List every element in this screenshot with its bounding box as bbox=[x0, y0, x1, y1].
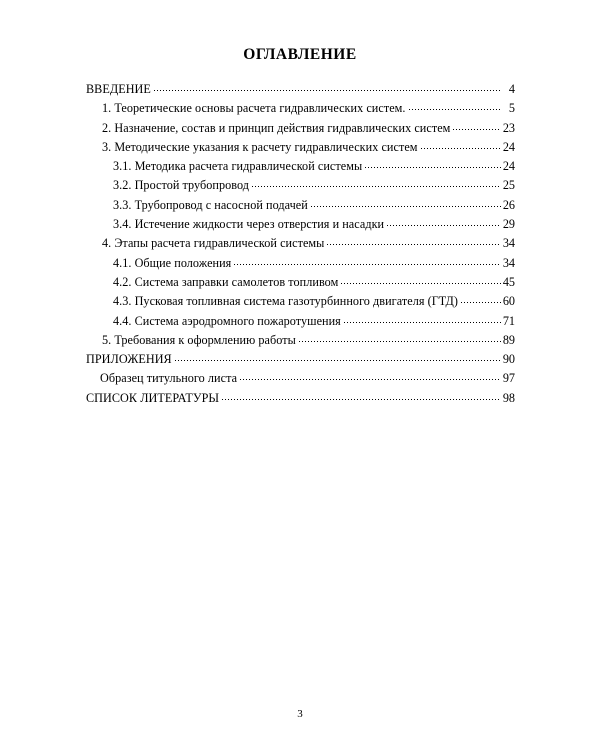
toc-entry-section-4-2[interactable] bbox=[86, 274, 515, 293]
toc-entry-label: ВВЕДЕНИЕ bbox=[86, 82, 151, 96]
toc-entry-section-3-1[interactable] bbox=[86, 158, 515, 177]
toc-entry-page: 89 bbox=[502, 332, 515, 347]
dot-leader bbox=[326, 234, 500, 246]
toc-entry-label: 3.3. Трубопровод с насосной подачей bbox=[113, 197, 308, 212]
dot-leader bbox=[153, 80, 501, 92]
toc-entry-label: ПРИЛОЖЕНИЯ bbox=[86, 352, 172, 367]
dot-leader bbox=[343, 312, 501, 324]
toc-entry-label: 4.4. Система аэродромного пожаротушения bbox=[113, 313, 341, 328]
dot-leader bbox=[233, 254, 500, 266]
toc-entry-page: 90 bbox=[502, 352, 515, 367]
table-of-contents bbox=[86, 81, 515, 409]
toc-entry-section-4-3[interactable] bbox=[86, 293, 515, 312]
toc-entry-label: 3.4. Истечение жидкости через отверстия и насадки bbox=[113, 217, 385, 232]
dot-leader bbox=[460, 292, 501, 304]
page-title: ОГЛАВЛЕНИЕ bbox=[243, 46, 357, 63]
toc-entry-references[interactable] bbox=[86, 390, 515, 409]
dot-leader bbox=[386, 215, 501, 227]
toc-entry-chapter-4[interactable] bbox=[86, 235, 515, 254]
toc-entry-label: 2. Назначение, состав и принцип действия гидравлических систем bbox=[102, 120, 451, 135]
toc-entry-page: 60 bbox=[502, 294, 515, 309]
toc-entry-chapter-1[interactable] bbox=[86, 100, 515, 119]
dot-leader bbox=[310, 196, 501, 208]
page-number: 3 bbox=[297, 708, 303, 720]
toc-entry-page: 26 bbox=[502, 197, 515, 212]
toc-entry-title-page-sample[interactable] bbox=[86, 370, 515, 389]
dot-leader bbox=[452, 119, 500, 131]
dot-leader bbox=[420, 138, 501, 150]
toc-entry-label: Образец титульного листа bbox=[100, 371, 238, 386]
toc-entry-page: 34 bbox=[502, 236, 515, 251]
toc-entry-page: 34 bbox=[502, 255, 515, 270]
toc-entry-section-3-2[interactable] bbox=[86, 177, 515, 196]
toc-entry-label: 4.3. Пусковая топливная система газотурбинного двигателя (ГТД) bbox=[113, 294, 458, 309]
toc-entry-page: 98 bbox=[502, 390, 515, 405]
toc-entry-section-4-1[interactable] bbox=[86, 255, 515, 274]
toc-entry-page: 29 bbox=[502, 217, 515, 232]
toc-entry-label: 4. Этапы расчета гидравлической системы bbox=[102, 236, 325, 251]
toc-entry-label: 5. Требования к оформлению работы bbox=[102, 332, 296, 347]
toc-entry-page: 45 bbox=[502, 274, 515, 289]
dot-leader bbox=[174, 350, 501, 362]
toc-entry-label: 3. Методические указания к расчету гидравлических систем bbox=[102, 139, 418, 154]
toc-entry-page: 24 bbox=[502, 139, 515, 154]
toc-entry-page: 4 bbox=[508, 82, 515, 96]
dot-leader bbox=[221, 389, 501, 401]
dot-leader bbox=[408, 99, 501, 111]
toc-entry-page: 24 bbox=[502, 159, 515, 174]
dot-leader bbox=[251, 176, 501, 188]
toc-entry-section-3-3[interactable] bbox=[86, 197, 515, 216]
toc-entry-page: 71 bbox=[502, 313, 515, 328]
toc-entry-page: 97 bbox=[502, 371, 515, 386]
toc-entry-introduction[interactable] bbox=[86, 81, 515, 100]
toc-entry-chapter-5[interactable] bbox=[86, 332, 515, 351]
dot-leader bbox=[298, 331, 501, 343]
dot-leader bbox=[239, 369, 501, 381]
toc-entry-label: 4.2. Система заправки самолетов топливом bbox=[113, 274, 339, 289]
toc-entry-section-4-4[interactable] bbox=[86, 313, 515, 332]
toc-entry-section-3-4[interactable] bbox=[86, 216, 515, 235]
toc-entry-page: 5 bbox=[508, 101, 515, 116]
toc-entry-chapter-2[interactable] bbox=[86, 120, 515, 139]
toc-entry-label: 1. Теоретические основы расчета гидравлических систем. bbox=[102, 101, 406, 116]
toc-entry-chapter-3[interactable] bbox=[86, 139, 515, 158]
toc-entry-page: 25 bbox=[502, 178, 515, 193]
toc-entry-label: 4.1. Общие положения bbox=[113, 255, 232, 270]
dot-leader bbox=[364, 157, 501, 169]
dot-leader bbox=[340, 273, 500, 285]
toc-entry-label: 3.1. Методика расчета гидравлической системы bbox=[113, 159, 363, 174]
toc-entry-label: 3.2. Простой трубопровод bbox=[113, 178, 250, 193]
toc-entry-appendices[interactable] bbox=[86, 351, 515, 370]
toc-entry-label: СПИСОК ЛИТЕРАТУРЫ bbox=[86, 390, 220, 405]
toc-entry-page: 23 bbox=[502, 120, 515, 135]
